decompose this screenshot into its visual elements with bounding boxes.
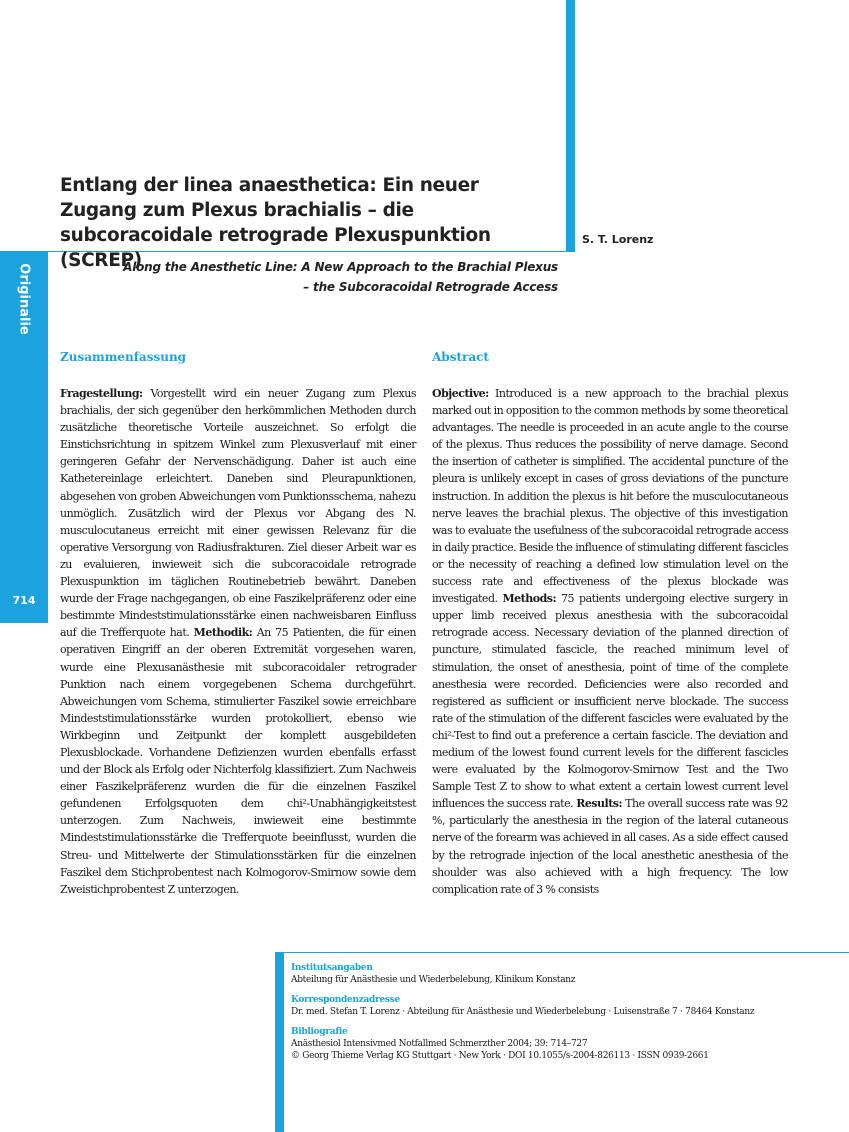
- page-number: 714: [12, 594, 36, 607]
- institution-heading: Institutsangaben: [291, 963, 373, 973]
- info-divider: [275, 952, 849, 953]
- bibliography-block: [291, 1026, 841, 1062]
- header-accent-bar: [566, 0, 575, 251]
- zusammenfassung-heading: Zusammenfassung: [60, 350, 187, 364]
- bibliography-publisher: © Georg Thieme Verlag KG Stuttgart · New York · DOI 10.1055/s-2004-826113 · ISSN 0939-2661: [291, 1051, 709, 1061]
- institution-text: Abteilung für Anästhesie und Wiederbelebung, Klinikum Konstanz: [291, 975, 576, 985]
- correspondence-text: Dr. med. Stefan T. Lorenz · Abteilung für Anästhesie und Wiederbelebung · Luisenstraße 7 · 78464 Konstanz: [291, 1007, 755, 1017]
- fragestellung-label: Fragestellung:: [60, 387, 143, 400]
- methods-label: Methods:: [502, 592, 557, 606]
- results-label: Results:: [576, 797, 623, 811]
- institution-block: [291, 962, 841, 986]
- methods-text: 75 patients undergoing elective surgery in upper limb received plexus anesthesia with the subcoracoidal retrograde access. Necessary deviation of the planned direction of puncture, stimulated fascicle, the reached minimum level of stimulation, the onset of anesthesia, point of time of the complete anesthesia were recorded. Deficiencies were also recorded and registered as sufficient or insufficient nerve blockade. The success rate of the stimulation of the different fascicles were evaluated by the chi²-Test to find out a preference a certain fascicle. The deviation and medium of the lowest found current levels for the different fascicles were evaluated by the Kolmogorov-Smirnow Test and the Two Sample Test Z to show to what extent a certain lowest current level influences the success rate.: [432, 592, 789, 811]
- correspondence-block: [291, 994, 841, 1018]
- fragestellung-text: Vorgestellt wird ein neuer Zugang zum Plexus brachialis, der sich gegenüber den herkömmlichen Methoden durch zusätzliche theoretische Vorteile auszeichnet. So erfolgt die Einstichsrichtung in spitzem Winkel zum Plexusverlauf mit einer geringeren Gefahr der Nervenschädigung. Daher ist auch eine Kathetereinlage erleichtert. Daneben sind Pleurapunktionen, abgesehen von groben Abweichungen vom Punktionsschema, nahezu unmöglich. Zusätzlich wird der Plexus vor Abgang des N. musculocutaneus erreicht mit einer gewissen Relevanz für die operative Versorgung von Radiusfrakturen. Ziel dieser Arbeit war es zu evaluieren, inwieweit sich die subcoracoidale retrograde Plexuspunktion im täglichen Routinebetrieb bewährt. Daneben wurde der Frage nachgegangen, ob eine Faszikelpräferenz oder eine bestimmte Mindeststimulationsstärke einen nachweisbaren Einfluss auf die Trefferquote hat.: [60, 387, 416, 640]
- methodik-text: An 75 Patienten, die für einen operativen Eingriff an der oberen Extremität vorgesehen waren, wurde eine Plexusanästhesie mit subcoracoidaler retrograder Punktion nach einem vorgegebenen Schema durchgeführt. Abweichungen vom Schema, stimulierter Faszikel sowie erreichbare Mindeststimulationsstärke wurden protokolliert, ebenso wie Wirkbeginn und Zeitpunkt der komplett ausgebildeten Plexusblockade. Vorhandene Defizienzen wurden ebenfalls erfasst und der Block als Erfolg oder Nichterfolg klassifiziert. Zum Nachweis einer Faszikelpräferenz wurden die für die einzelnen Faszikel gefundenen Erfolgsquoten dem chi²-Unabhängigkeitstest unterzogen. Zum Nachweis, inwieweit eine bestimmte Mindeststimulationsstärke die Trefferquote beeinflusst, wurden die Streu- und Mittelwerte der Stimulationsstärken für die einzelnen Faszikel dem Stichprobentest nach Kolmogorov-Smirnow sowie dem Zweistichprobentest Z unterzogen.: [60, 626, 416, 896]
- author-name: S. T. Lorenz: [582, 233, 654, 246]
- article-title: Entlang der linea anaesthetica: Ein neuer Zugang zum Plexus brachialis – die subcoracoidale retrograde Plexuspunktion (SCREP): [60, 175, 491, 271]
- bibliography-citation: Anästhesiol Intensivmed Notfallmed Schmerzther 2004; 39: 714–727: [291, 1039, 588, 1049]
- info-accent-bar: [275, 952, 284, 1132]
- article-info-box: [291, 962, 841, 1070]
- section-label: Originalie: [16, 263, 32, 335]
- methodik-label: Methodik:: [193, 626, 253, 640]
- abstract-heading: Abstract: [432, 350, 489, 364]
- english-subtitle: Along the Anesthetic Line: A New Approach to the Brachial Plexus – the Subcoracoidal Retrograde Access: [123, 260, 558, 294]
- results-text: The overall success rate was 92 %, particularly the anesthesia in the region of the lateral cutaneous nerve of the forearm was achieved in all cases. As a side effect caused by the retrograde injection of the local anesthetic anesthesia of the shoulder was also achieved with a high frequency. The low complication rate of 3 % consists: [432, 797, 788, 896]
- correspondence-heading: Korrespondenzadresse: [291, 995, 400, 1005]
- objective-label: Objective:: [432, 387, 489, 400]
- abstract-text: [432, 385, 788, 898]
- bibliography-heading: Bibliografie: [291, 1027, 348, 1037]
- zusammenfassung-text: [60, 385, 416, 898]
- objective-text: Introduced is a new approach to the brachial plexus marked out in opposition to the common methods by some theoretical advantages. The needle is proceeded in an acute angle to the course of the plexus. Thus reduces the possibility of nerve damage. Second the insertion of catheter is simplified. The accidental puncture of the pleura is unlikely except in cases of gross deviations of the puncture instruction. In addition the plexus is hit before the musculocutaneous nerve leaves the brachial plexus. The objective of this investigation was to evaluate the usefulness of the subcoracoidal retrograde access in daily practice. Beside the influence of stimulating different fascicles or the necessity of reaching a defined low stimulation level on the success rate and effectiveness of the plexus blockade was investigated.: [432, 387, 788, 606]
